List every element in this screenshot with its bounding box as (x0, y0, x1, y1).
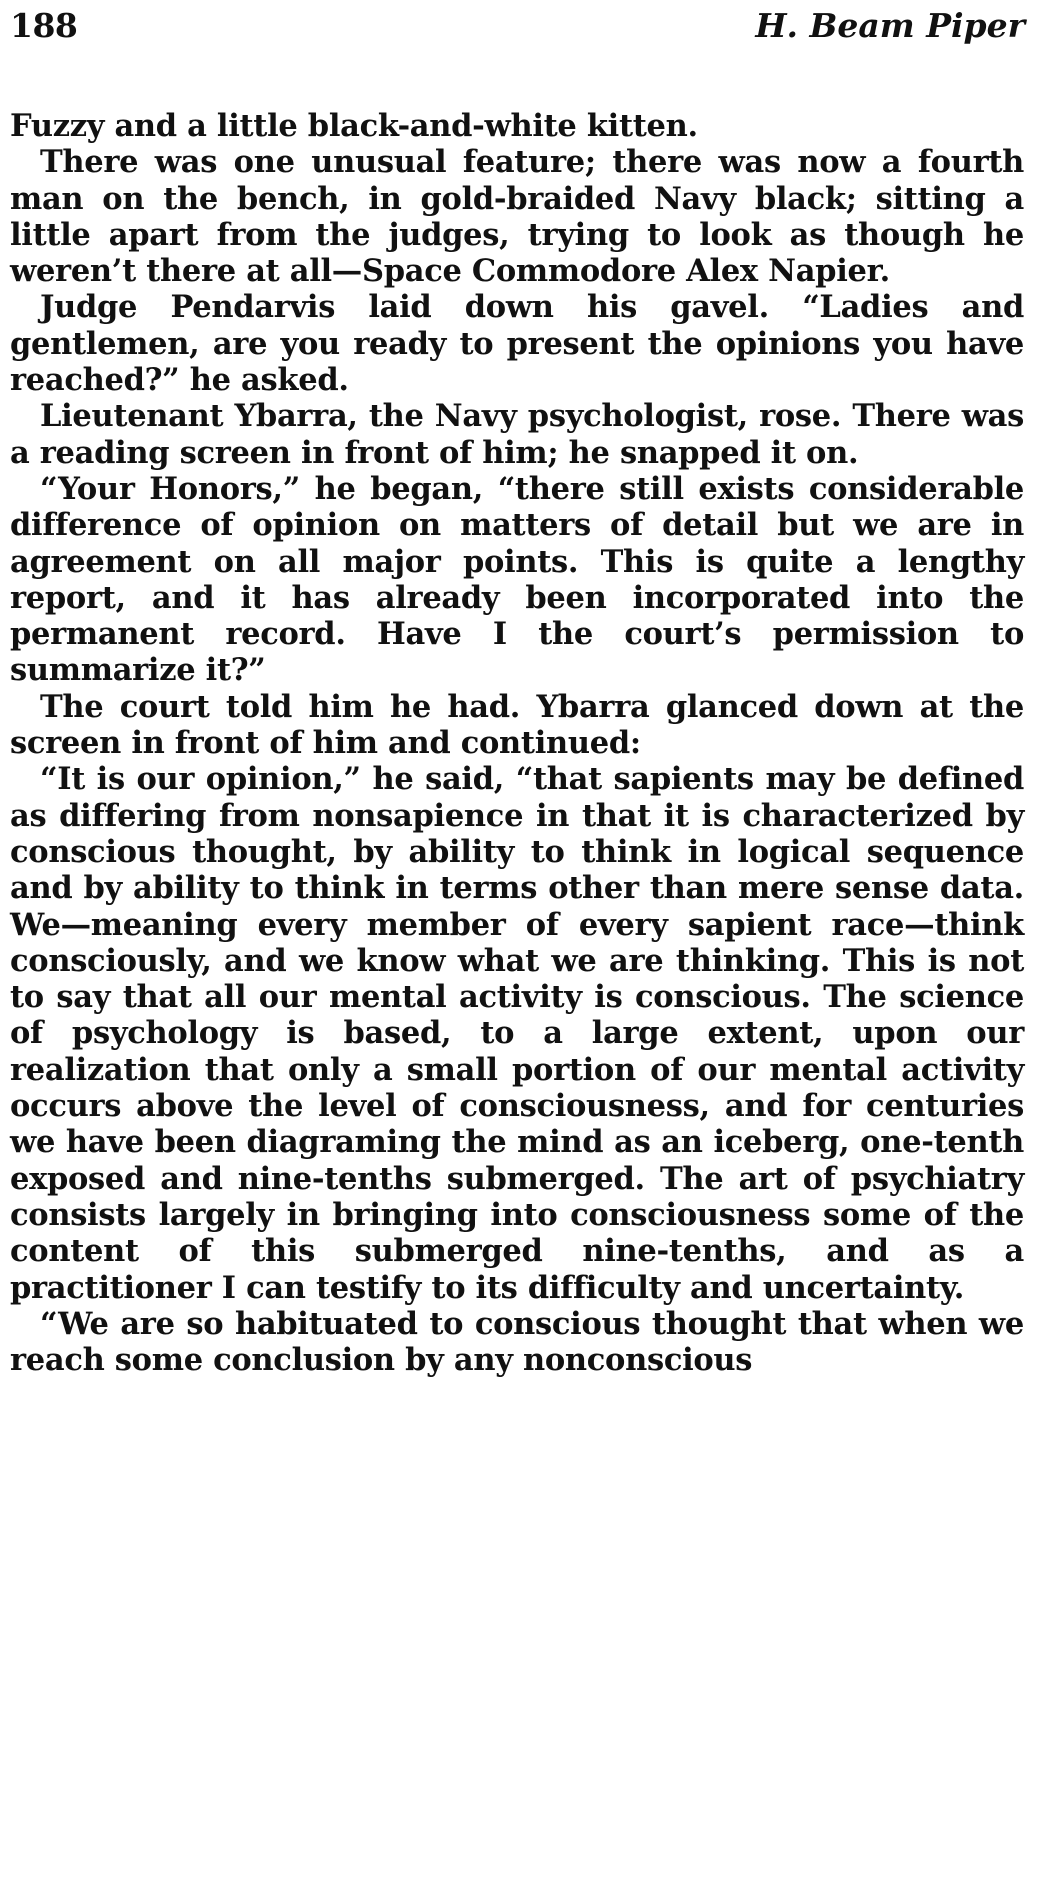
paragraph-3: Judge Pendarvis laid down his gavel. “Ladies and gentlemen, are you ready to present the opinions you have reached?” he asked. (10, 289, 1024, 399)
paragraph-6: The court told him he had. Ybarra glanced down at the screen in front of him and continued: (10, 688, 1024, 762)
paragraph-1: Fuzzy and a little black-and-white kitten. (10, 108, 698, 144)
paragraph-2: There was one unusual feature; there was now a fourth man on the bench, in gold-braided Navy black; sitting a little apart from the judges, trying to look as though he weren’t there at all—Space Commodore Alex Napier. (10, 144, 1024, 290)
paragraph-7: “It is our opinion,” he said, “that sapients may be defined as differing from nonsapience in that it is characterized by conscious thought, by ability to think in logical sequence and by ability to think in terms other than mere sense data. We—meaning every member of every sapient race—think consciously, and we know what we are thinking. This is not to say that all our mental activity is conscious. The science of psychology is based, to a large extent, upon our realization that only a small portion of our mental activity occurs above the level of consciousness, and for centuries we have been diagraming the mind as an iceberg, one-tenth exposed and nine-tenths submerged. The art of psychiatry consists largely in bringing into consciousness some of the content of this submerged nine-tenths, and as a practitioner I can testify to its difficulty and uncertainty. (10, 761, 1024, 1306)
page-header (10, 6, 1025, 54)
running-head: H. Beam Piper (755, 6, 1025, 45)
paragraph-5: “Your Honors,” he began, “there still exists considerable difference of opinion on matters of detail but we are in agreement on all major points. This is quite a lengthy report, and it has already been incorporated into the permanent record. Have I the court’s permission to summarize it?” (10, 470, 1024, 689)
paragraph-4: Lieutenant Ybarra, the Navy psychologist, rose. There was a reading screen in front of him; he snapped it on. (10, 398, 1024, 471)
paragraph-8: “We are so habituated to conscious thought that when we reach some conclusion by any nonconscious (10, 1305, 1024, 1379)
body-text (10, 108, 1024, 1378)
page-number: 188 (10, 6, 78, 45)
